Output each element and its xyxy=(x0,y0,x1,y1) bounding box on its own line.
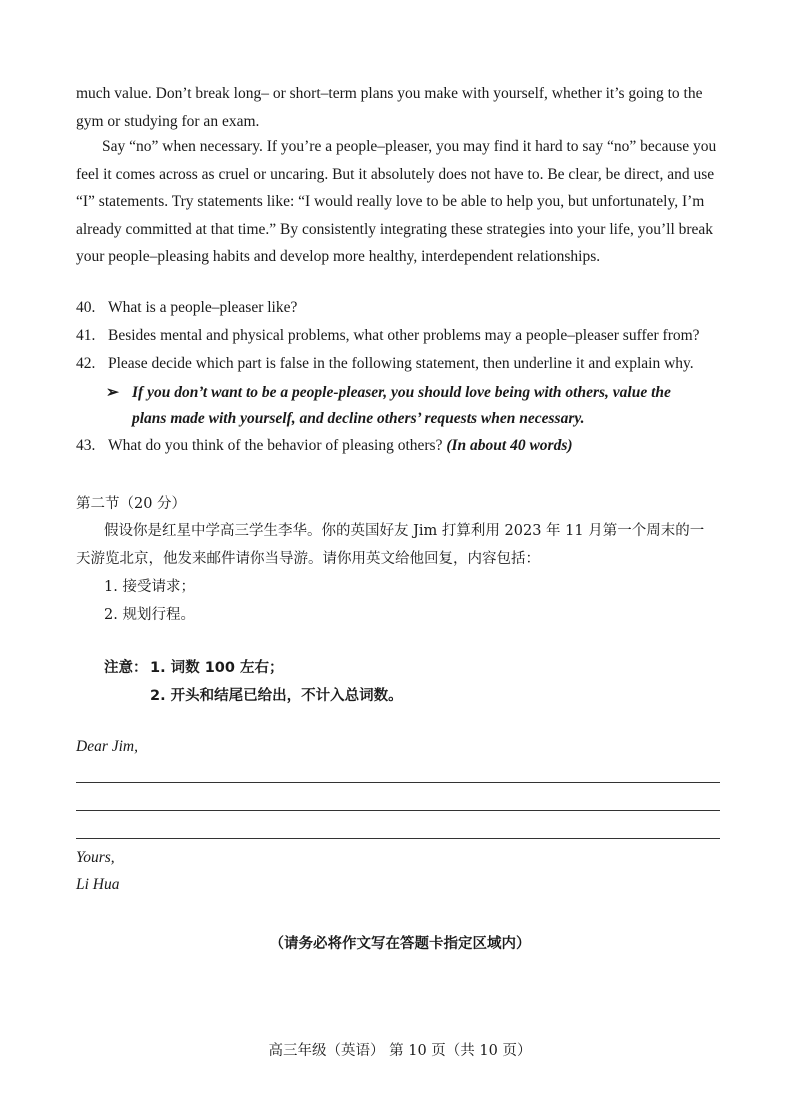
letter-salutation: Dear Jim, xyxy=(76,738,138,755)
note-item-2: 2. 开头和结尾已给出，不计入总词数。 xyxy=(150,688,403,704)
passage-paragraph-2 xyxy=(76,133,721,271)
answer-line xyxy=(76,838,720,839)
question-text: Please decide which part is false in the following statement, then underline it and explain why. xyxy=(108,355,694,372)
text-line: Say “no” when necessary. If you’re a people–pleaser, you may find it hard to say “no” because you xyxy=(102,138,717,155)
text-line: your people–pleasing habits and develop more healthy, interdependent relationships. xyxy=(76,248,601,265)
answer-line xyxy=(76,782,720,783)
text-line: gym or studying for an exam. xyxy=(76,112,260,130)
text-line: much value. Don’t break long– or short–term plans you make with yourself, whether it’s going to the xyxy=(76,85,703,102)
answer-line xyxy=(76,810,720,811)
question-number: 42. xyxy=(76,355,96,372)
task-item: 1. 接受请求； xyxy=(104,579,195,595)
statement-text: If you don’t want to be a people-pleaser, you should love being with others, value the xyxy=(132,384,671,401)
task-intro-line-1: 假设你是红星中学高三学生李华。你的英国好友 Jim 打算利用 2023 年 11 月第一个周末的一 xyxy=(104,523,705,539)
question-number: 41. xyxy=(76,327,96,344)
question-42 xyxy=(76,355,694,373)
task-intro-line-2: 天游览北京，他发来邮件请你当导游。请你用英文给他回复，内容包括： xyxy=(76,551,540,567)
text-line: feel it comes across as cruel or uncaring. But it absolutely does not have to. Be clear, be direct, and use xyxy=(76,165,715,183)
question-text: Besides mental and physical problems, what other problems may a people–pleaser suffer from? xyxy=(108,327,700,344)
question-text: What do you think of the behavior of pleasing others? xyxy=(108,437,443,454)
question-43 xyxy=(76,437,573,455)
statement-text: plans made with yourself, and decline others’ requests when necessary. xyxy=(132,410,585,427)
answer-sheet-reminder: （请务必将作文写在答题卡指定区域内） xyxy=(269,936,531,952)
page-footer: 高三年级（英语） 第 10 页（共 10 页） xyxy=(268,1043,532,1059)
question-text: What is a people–pleaser like? xyxy=(108,299,298,316)
letter-closing: Yours, xyxy=(76,849,115,866)
note-label: 注意： xyxy=(104,660,148,676)
text-line: “I” statements. Try statements like: “I would really love to be able to help you, but unfortunately, I’m xyxy=(76,193,705,210)
arrow-bullet-icon: ➢ xyxy=(106,384,119,401)
section-heading: 第二节（20 分） xyxy=(76,496,187,512)
letter-signature: Li Hua xyxy=(76,876,120,893)
statement-line-1 xyxy=(106,383,671,402)
question-number: 43. xyxy=(76,437,96,454)
text-line: already committed at that time.” By consistently integrating these strategies into your life, you’ll break xyxy=(76,220,714,238)
question-number: 40. xyxy=(76,299,96,316)
question-40 xyxy=(76,299,297,317)
word-count-note: (In about 40 words) xyxy=(446,437,573,454)
task-item: 2. 规划行程。 xyxy=(104,607,195,623)
note-item-1: 1. 词数 100 左右； xyxy=(150,660,284,676)
passage-paragraph-1 xyxy=(76,80,721,135)
statement-line-2 xyxy=(132,410,585,428)
question-41 xyxy=(76,327,700,345)
